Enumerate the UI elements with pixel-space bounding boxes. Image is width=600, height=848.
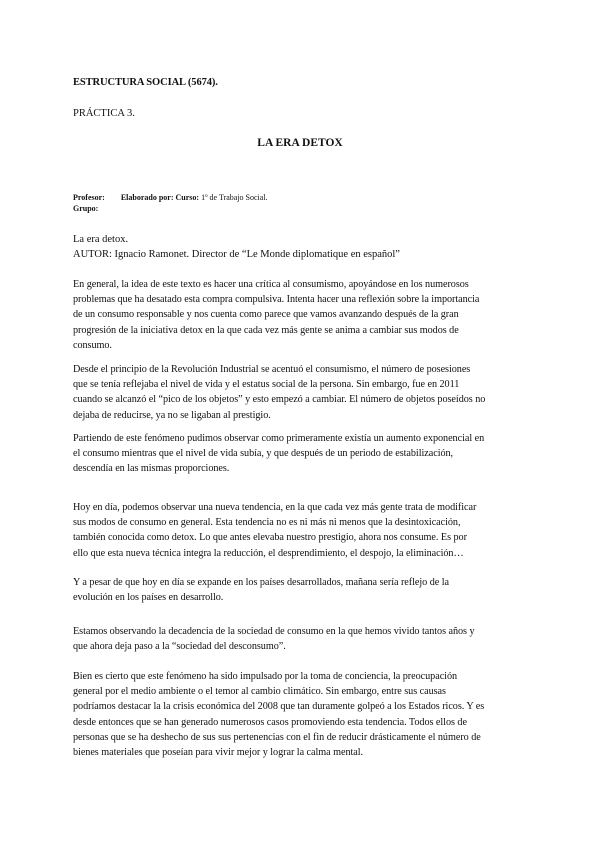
paragraph-line: también conocida como detox. Lo que antes elevaba nuestro prestigio, ahora nos consume. Es por xyxy=(73,532,467,544)
curso-value: 1º de Trabajo Social. xyxy=(201,193,268,202)
intro-block xyxy=(73,232,400,262)
paragraph-3 xyxy=(73,431,541,477)
paragraph-line: desde entonces que se han generado numerosos casos promoviendo esta tendencia. Todos ellos de xyxy=(73,716,467,728)
paragraph-line: Bien es cierto que este fenómeno ha sido impulsado por la toma de conciencia, la preocupación xyxy=(73,671,458,682)
author-meta-block xyxy=(73,192,268,214)
paragraph-line: consumo. xyxy=(73,339,112,351)
paragraph-line: dejaba de reducirse, ya no se ligaban al prestigio. xyxy=(73,409,271,421)
paragraph-line: bienes materiales que poseían para vivir mejor y lograr la calma mental. xyxy=(73,747,364,759)
paragraph-line: Hoy en día, podemos observar una nueva tendencia, en la que cada vez más gente trata de modificar xyxy=(73,502,477,513)
meta-line-2 xyxy=(73,203,268,214)
intro-title: La era detox. xyxy=(73,234,129,245)
paragraph-2 xyxy=(73,362,541,423)
course-heading: ESTRUCTURA SOCIAL (5674). xyxy=(73,77,218,88)
paragraph-6 xyxy=(73,624,541,654)
paragraph-line: descendía en las mismas proporciones. xyxy=(73,463,230,475)
paragraph-1 xyxy=(73,277,541,353)
paragraph-line: el consumo mientras que el nivel de vida subía, y que después de un periodo de estabilización, xyxy=(73,448,454,460)
paragraph-line: que se tenía reflejaba el nivel de vida y el estatus social de la persona. Sin embargo, fue en 2011 xyxy=(73,379,460,391)
paragraph-line: personas que se ha deshecho de sus sus pertenencias con el fin de reducir drásticamente el número de xyxy=(73,731,481,743)
paragraph-line: que ahora deja paso a la “sociedad del desconsumo”. xyxy=(73,641,286,653)
paragraph-line: evolución en los países en desarrollo. xyxy=(73,592,224,604)
practice-heading: PRÁCTICA 3. xyxy=(73,108,135,119)
elaborado-label: Elaborado por: xyxy=(120,193,174,202)
paragraph-line: sus modos de consumo en general. Esta tendencia no es ni más ni menos que la desintoxicación, xyxy=(73,517,461,529)
paragraph-line: progresión de la iniciativa detox en la que cada vez más gente se anima a cambiar sus modos de xyxy=(73,324,459,336)
paragraph-line: Desde el principio de la Revolución Industrial se acentuó el consumismo, el número de posesiones xyxy=(73,364,471,375)
paragraph-line: problemas que ha desatado esta compra compulsiva. Intenta hacer una reflexión sobre la importancia xyxy=(73,294,480,306)
paragraph-line: cuando se alcanzó el “pico de los objetos” y esto empezó a cambiar. El número de objetos poseídos no xyxy=(73,394,486,406)
paragraph-line: de un consumo responsable y nos cuenta como parece que vamos avanzando después de la gran xyxy=(73,309,459,321)
paragraph-line: Partiendo de este fenómeno pudimos observar como primeramente existía un aumento exponencial en xyxy=(73,433,485,444)
paragraph-line: Estamos observando la decadencia de la sociedad de consumo en la que hemos vivido tantos años y xyxy=(73,626,475,637)
grupo-label: Grupo: xyxy=(73,204,99,213)
paragraph-line: Y a pesar de que hoy en día se expande en los países desarrollados, mañana sería reflejo de la xyxy=(73,577,449,588)
profesor-label: Profesor: xyxy=(73,193,105,202)
paragraph-7 xyxy=(73,669,541,760)
curso-label: Curso: xyxy=(175,193,200,202)
paragraph-5 xyxy=(73,575,541,605)
meta-line-1 xyxy=(73,192,268,203)
intro-author: AUTOR: Ignacio Ramonet. Director de “Le Monde diplomatique en español” xyxy=(73,249,400,260)
paragraph-line: En general, la idea de este texto es hacer una crítica al consumismo, apoyándose en los numerosos xyxy=(73,279,469,290)
document-title: LA ERA DETOX xyxy=(257,137,343,149)
paragraph-4 xyxy=(73,500,541,561)
paragraph-line: general por el medio ambiente o el temor al cambio climático. Sin embargo, entre sus causas xyxy=(73,686,446,698)
paragraph-line: podríamos destacar la la crisis económica del 2008 que tan duramente golpeó a los Estados ricos. Y es xyxy=(73,701,485,713)
paragraph-line: ello que esta nueva técnica integra la reducción, el desprendimiento, el despojo, la eliminación… xyxy=(73,547,464,559)
